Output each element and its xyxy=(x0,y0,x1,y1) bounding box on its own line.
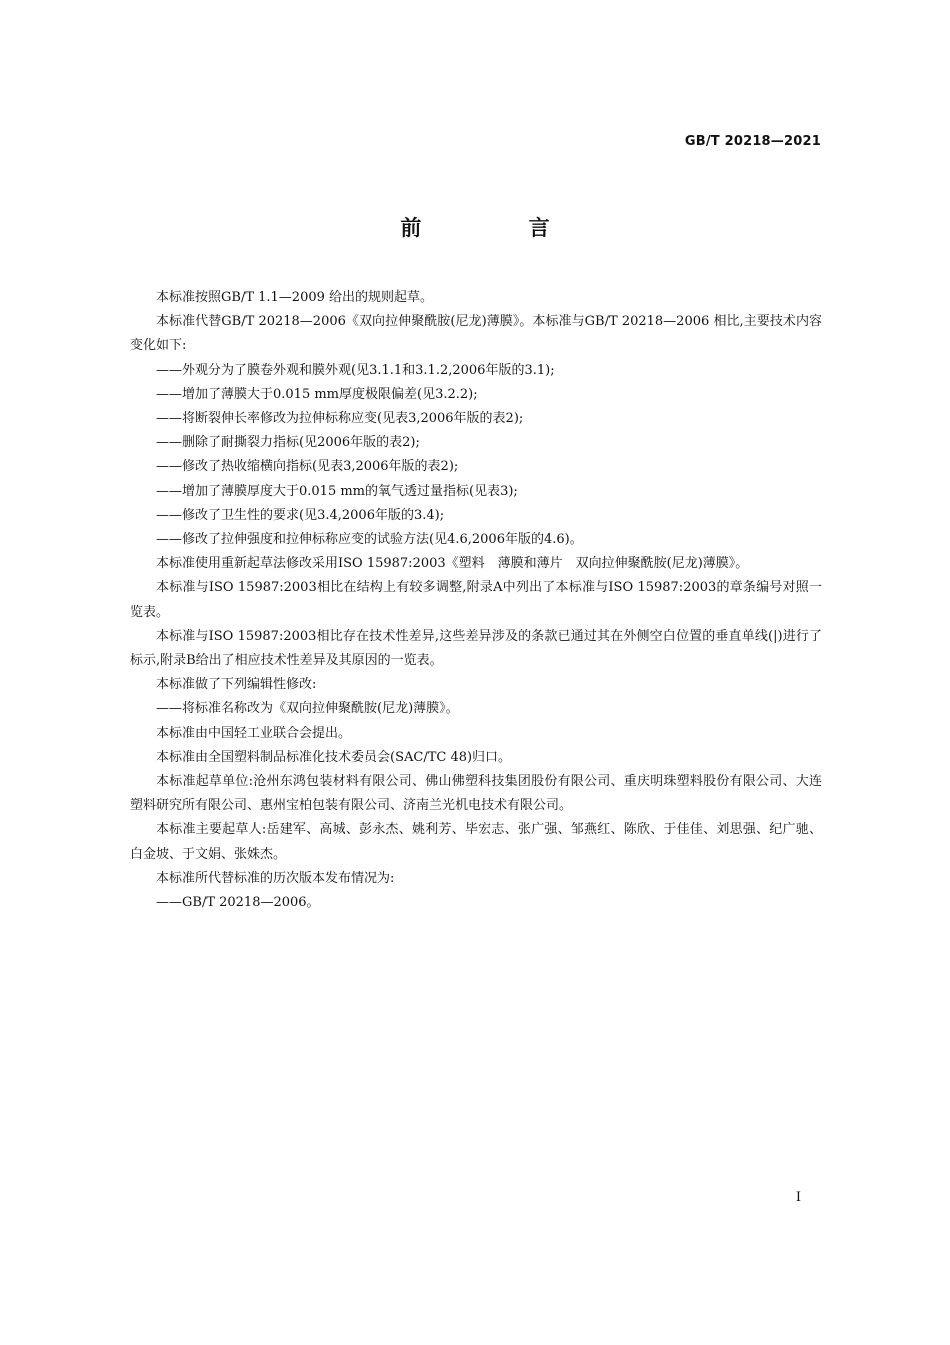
list-item: ——删除了耐撕裂力指标(见2006年版的表2); xyxy=(156,435,420,451)
list-item: ——将断裂伸长率修改为拉伸标称应变(见表3,2006年版的表2); xyxy=(156,411,524,427)
paragraph: 本标准与ISO 15987:2003相比在结构上有较多调整,附录A中列出了本标准与ISO 15987:2003的章条编号对照一览表。 xyxy=(130,580,822,620)
list-item: ——外观分为了膜卷外观和膜外观(见3.1.1和3.1.2,2006年版的3.1); xyxy=(156,362,555,378)
paragraph: 本标准代替GB/T 20218—2006《双向拉伸聚酰胺(尼龙)薄膜》。本标准与GB/T 20218—2006 相比,主要技术内容变化如下: xyxy=(130,314,822,354)
paragraph: 本标准按照GB/T 1.1—2009 给出的规则起草。 xyxy=(156,290,434,305)
page-title: 前 言 xyxy=(400,216,600,240)
page-number: I xyxy=(795,1190,801,1205)
list-item: ——修改了卫生性的要求(见3.4,2006年版的3.4); xyxy=(156,507,445,523)
paragraph: 本标准所代替标准的历次版本发布情况为: xyxy=(156,870,395,886)
standard-code: GB/T 20218—2021 xyxy=(684,134,821,149)
paragraph: 本标准起草单位:沧州东鸿包装材料有限公司、佛山佛塑科技集团股份有限公司、重庆明珠塑料股份有限公司、大连塑料研究所有限公司、惠州宝柏包装有限公司、济南兰光机电技术有限公司。 xyxy=(130,774,822,814)
foreword-body xyxy=(130,286,822,915)
list-item: ——修改了拉伸强度和拉伸标称应变的试验方法(见4.6,2006年版的4.6)。 xyxy=(156,532,583,548)
list-item: ——GB/T 20218—2006。 xyxy=(156,895,320,911)
list-item: ——增加了薄膜大于0.015 mm厚度极限偏差(见3.2.2); xyxy=(156,386,478,402)
list-item: ——增加了薄膜厚度大于0.015 mm的氧气透过量指标(见表3); xyxy=(156,483,518,499)
paragraph: 本标准主要起草人:岳建军、高城、彭永杰、姚利芳、毕宏志、张广强、邹燕红、陈欣、于佳佳、刘思强、纪广驰、白金坡、于文娟、张姝杰。 xyxy=(130,822,822,862)
paragraph: 本标准由中国轻工业联合会提出。 xyxy=(156,725,352,741)
list-item: ——修改了热收缩横向指标(见表3,2006年版的表2); xyxy=(156,459,459,475)
list-item: ——将标准名称改为《双向拉伸聚酰胺(尼龙)薄膜》。 xyxy=(156,701,459,717)
paragraph: 本标准使用重新起草法修改采用ISO 15987:2003《塑料 薄膜和薄片 双向拉伸聚酰胺(尼龙)薄膜》。 xyxy=(156,556,749,572)
paragraph: 本标准与ISO 15987:2003相比存在技术性差异,这些差异涉及的条款已通过其在外侧空白位置的垂直单线(|)进行了标示,附录B给出了相应技术性差异及其原因的一览表。 xyxy=(130,628,822,669)
paragraph: 本标准做了下列编辑性修改: xyxy=(156,677,317,693)
paragraph: 本标准由全国塑料制品标准化技术委员会(SAC/TC 48)归口。 xyxy=(156,749,512,765)
